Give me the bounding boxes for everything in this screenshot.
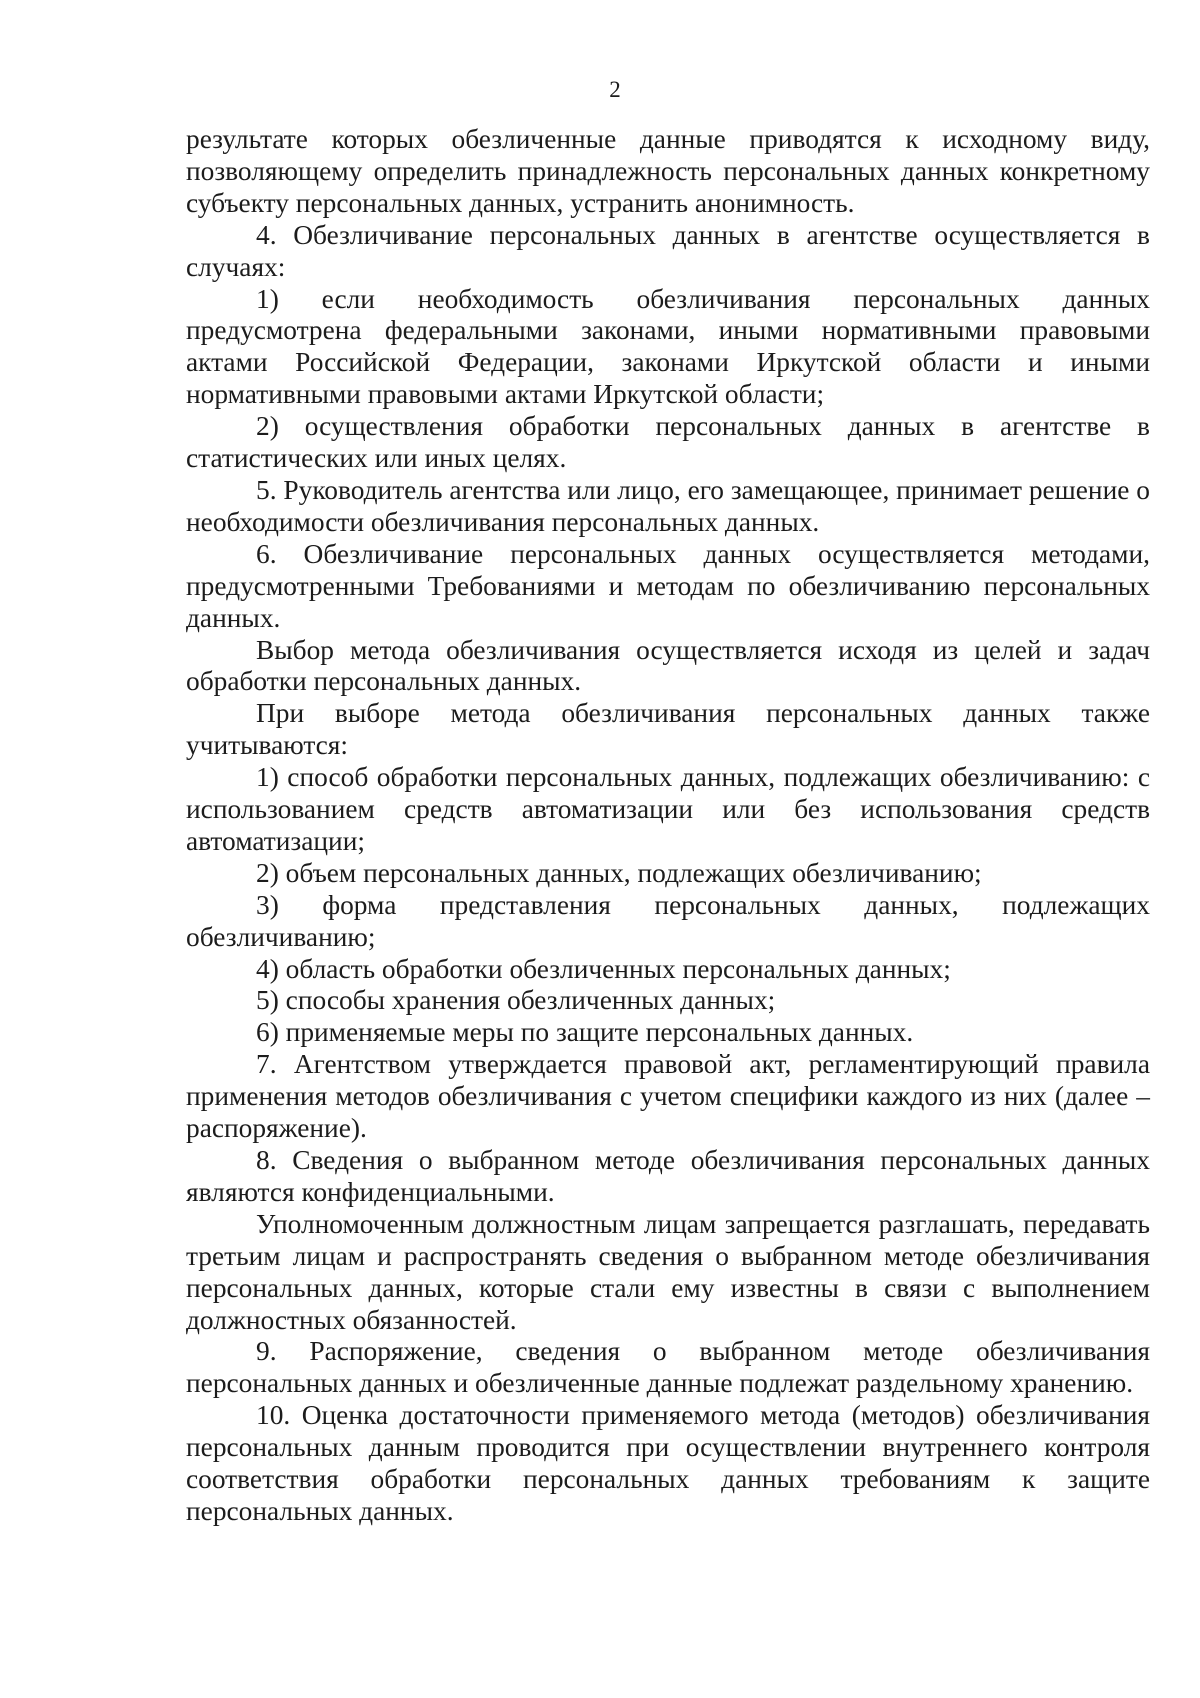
- paragraph-method-choice: Выбор метода обезличивания осуществляется исходя из целей и задач обработки персональных данных.: [186, 634, 1150, 697]
- paragraph-method-factors: При выборе метода обезличивания персональных данных также учитываются:: [186, 698, 1150, 761]
- paragraph-item-8: 8. Сведения о выбранном методе обезличивания персональных данных являются конфиденциальными.: [186, 1145, 1150, 1207]
- paragraph-subitem-4-2: 2) осуществления обработки персональных данных в агентстве в статистических или иных целях.: [186, 411, 1150, 474]
- paragraph-item-6: 6. Обезличивание персональных данных осуществляется методами, предусмотренными Требованиями и методам по обезличиванию персональных данных.: [186, 538, 1150, 633]
- paragraph-item-7: 7. Агентством утверждается правовой акт, регламентирующий правила применения методов обезличивания с учетом специфики каждого из них (далее – распоряжение).: [186, 1049, 1150, 1144]
- paragraph-factor-3: 3) форма представления персональных данных, подлежащих обезличиванию;: [186, 889, 1150, 952]
- paragraph-factor-1: 1) способ обработки персональных данных, подлежащих обезличиванию: с использованием средств автоматизации или без использования средств автоматизации;: [186, 762, 1150, 856]
- page-number: 2: [609, 77, 621, 102]
- paragraph-factor-4: 4) область обработки обезличенных персональных данных;: [256, 953, 951, 984]
- paragraph-item-5: 5. Руководитель агентства или лицо, его замещающее, принимает решение о необходимости обезличивания персональных данных.: [186, 474, 1150, 537]
- paragraph-factor-5: 5) способы хранения обезличенных данных;: [256, 985, 776, 1016]
- document-body: [186, 124, 1150, 1528]
- paragraph-subitem-4-1: 1) если необходимость обезличивания персональных данных предусмотрена федеральными законами, иными нормативными правовыми актами Российской Федерации, законами Иркутской области и иными нормативными правовыми актами Иркутской области;: [186, 283, 1150, 410]
- paragraph-factor-2: 2) объем персональных данных, подлежащих обезличиванию;: [256, 857, 982, 888]
- paragraph-continuation: результате которых обезличенные данные приводятся к исходному виду, позволяющему определить принадлежность персональных данных конкретному субъекту персональных данных, устранить анонимность.: [186, 124, 1150, 218]
- paragraph-item-10: 10. Оценка достаточности применяемого метода (методов) обезличивания персональных данным проводится при осуществлении внутреннего контроля соответствия обработки персональных данных требованиям к защите персональных данных.: [186, 1400, 1150, 1526]
- paragraph-item-9: 9. Распоряжение, сведения о выбранном методе обезличивания персональных данных и обезличенные данные подлежат раздельному хранению.: [186, 1336, 1150, 1399]
- paragraph-item-4: 4. Обезличивание персональных данных в агентстве осуществляется в случаях:: [186, 219, 1150, 282]
- paragraph-factor-6: 6) применяемые меры по защите персональных данных.: [256, 1017, 914, 1048]
- paragraph-confidentiality: Уполномоченным должностным лицам запрещается разглашать, передавать третьим лицам и распространять сведения о выбранном методе обезличивания персональных данных, которые стали ему известны в связи с выполнением должностных обязанностей.: [186, 1208, 1150, 1335]
